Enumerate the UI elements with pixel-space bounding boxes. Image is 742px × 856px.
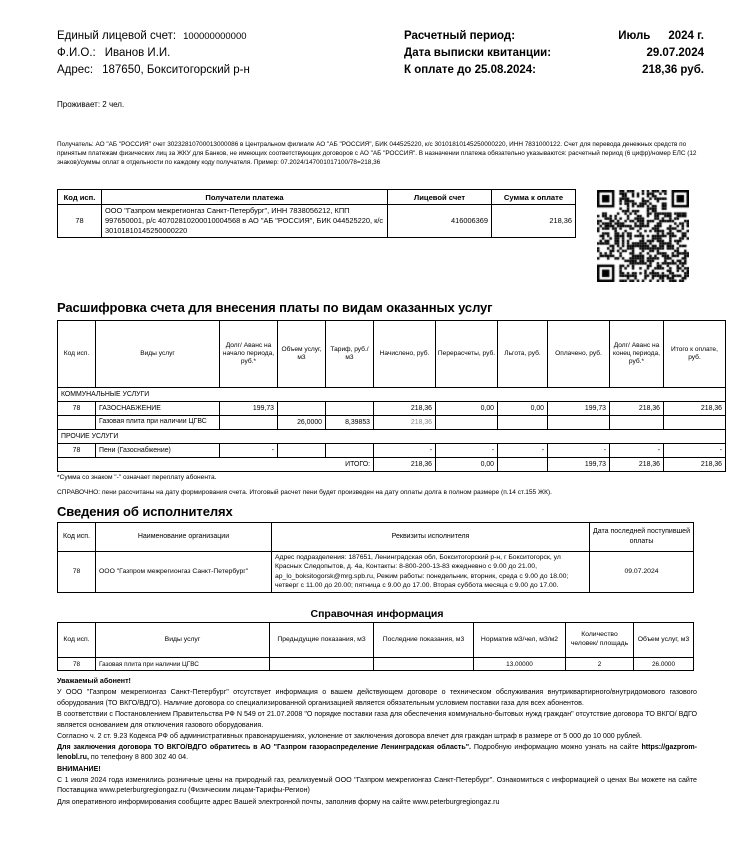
exec-details: Адрес подразделения: 187651, Ленинградская обл, Бокситогорский р-н, г Бокситогорск, ул Красных Следопытов, д. 4а, Контакты: 8-800-200-13-83 ежедневно с 9.00 до 21.00, ap_lo_boksitogorsk@mrg.spb.ru, Режим работы: понедельник, вторник, среда с 9.00 до 18.00; четверг с 11.00 до 20.00; пятница с 9.00 до 17.00. Вторая суббота месяца с 9.00 до 17.00.	[272, 552, 590, 593]
ref-col-service: Виды услуг	[96, 623, 270, 658]
svc-paid: 199,73	[548, 402, 610, 416]
recipients-col-account: Лицевой счет	[388, 190, 492, 205]
svc-col-tariff: Тариф, руб./м3	[326, 321, 374, 388]
ref-col-norm: Норматив м3/чел, м3/м2	[474, 623, 566, 658]
reference-table-wrapper	[57, 622, 693, 671]
notice-website-link[interactable]: https://gazprom-lenobl.ru,	[57, 742, 697, 762]
svc-volume: 26,0000	[278, 416, 326, 430]
services-table-wrapper	[57, 320, 722, 472]
svc-col-debt-end: Долг/ Аванс на конец периода, руб.*	[610, 321, 664, 388]
total-benefit	[498, 458, 548, 472]
ref-col-code: Код исп.	[58, 623, 96, 658]
header-left-block	[57, 30, 387, 81]
table-row	[58, 402, 726, 416]
services-table	[57, 320, 726, 472]
services-total-row	[58, 458, 726, 472]
table-row	[58, 552, 694, 593]
issue-date-row	[404, 47, 704, 64]
services-header-row	[58, 321, 726, 388]
account-row	[57, 30, 387, 47]
services-group-row	[58, 430, 726, 444]
svc-benefit: 0,00	[498, 402, 548, 416]
reference-table	[57, 622, 694, 671]
svc-volume	[278, 444, 326, 458]
svc-service: ГАЗОСНАБЖЕНИЕ	[96, 402, 220, 416]
notice-paragraph-4	[57, 742, 697, 763]
services-group-row	[58, 388, 726, 402]
executors-table	[57, 522, 694, 593]
account-value: 100000000000	[183, 31, 247, 42]
svc-debt-end: -	[610, 444, 664, 458]
ref-norm: 13.00000	[474, 658, 566, 671]
qr-code	[597, 190, 689, 282]
notice-attention-title: ВНИМАНИЕ!	[57, 764, 101, 773]
notice-title: Уважаемый абонент!	[57, 677, 131, 685]
svc-col-debt-start: Долг/ Аванс на начало периода, руб.*	[220, 321, 278, 388]
services-total-label: ИТОГО:	[58, 458, 374, 472]
reference-header-row	[58, 623, 694, 658]
svc-benefit: -	[498, 444, 548, 458]
period-year: 2024 г.	[668, 30, 704, 42]
address-label: Адрес:	[57, 64, 94, 76]
recipients-table	[57, 189, 576, 238]
ref-col-prev: Предыдущие показания, м3	[270, 623, 374, 658]
issue-date-label: Дата выписки квитанции:	[404, 47, 552, 59]
total-total: 218,36	[664, 458, 726, 472]
svc-code	[58, 416, 96, 430]
asterisk-note: *Сумма со знаком "-" означает переплату абонента.	[57, 474, 217, 481]
svc-volume	[278, 402, 326, 416]
qr-code-canvas	[597, 190, 689, 282]
recipient-account: 416006369	[388, 205, 492, 238]
exec-col-code: Код исп.	[58, 523, 96, 552]
services-group-label: ПРОЧИЕ УСЛУГИ	[58, 430, 726, 444]
address-value: 187650, Бокситогорский р-н	[102, 64, 250, 76]
svc-service: Газовая плита при наличии ЦГВС	[96, 416, 220, 430]
total-debt-end: 218,36	[610, 458, 664, 472]
notice-contract-call-to-action: Для заключения договора ТО ВКГО/ВДГО обратитесь в АО "Газпром газораспределение Ленинградская область".	[57, 742, 472, 751]
svc-code: 78	[58, 402, 96, 416]
total-charged: 218,36	[374, 458, 436, 472]
penalty-reference-note: СПРАВОЧНО: пени рассчитаны на дату формирования счета. Итоговый расчет пени будет произведен на дату оплаты долга в полном размере (п.14 ст.155 ЖК).	[57, 489, 553, 496]
ref-col-volume: Объем услуг, м3	[634, 623, 694, 658]
address-row	[57, 64, 387, 81]
receipt-header	[0, 30, 742, 86]
ref-prev	[270, 658, 374, 671]
ref-volume: 26.0000	[634, 658, 694, 671]
account-label: Единый лицевой счет:	[57, 30, 177, 42]
svc-col-total: Итого к оплате, руб.	[664, 321, 726, 388]
issue-date-value: 29.07.2024	[646, 47, 704, 59]
exec-org: ООО "Газпром межрегионгаз Санкт-Петербург"	[96, 552, 272, 593]
executors-table-wrapper	[57, 522, 693, 593]
total-paid: 199,73	[548, 458, 610, 472]
svc-tariff	[326, 402, 374, 416]
table-row	[58, 205, 576, 238]
period-row	[404, 30, 704, 47]
recipients-col-amount: Сумма к оплате	[492, 190, 576, 205]
bank-fine-print: Получатель: АО "АБ "РОССИЯ" счет 30232810700013000086 в Центральном филиале АО "АБ "РОССИЯ", БИК 044525220, к/с 30101810145250000220, ИНН 7831000122. Счет для перевода денежных средств по принятым платежам физических лиц за ЖКУ для Банков, не имеющих соответствующих договоров с АО "АБ "РОССИЯ". В назначении платежа обязательно указываются: расчетный период (6 цифр)/номер ЕЛС (12 знаков)/суммы оплат в отдельности по каждому коду получателя. Пример: 07.2024/147001017100/78=218,36	[57, 141, 697, 167]
table-row	[58, 416, 726, 430]
recipients-header-row	[58, 190, 576, 205]
recipients-table-wrapper	[57, 189, 575, 238]
svc-recalc	[436, 416, 498, 430]
svc-total: -	[664, 444, 726, 458]
svc-debt-end: 218,36	[610, 402, 664, 416]
notice-paragraph-5: С 1 июля 2024 года изменились розничные цены на природный газ, реализуемый ООО "Газпром межрегионгаз Санкт-Петербург". Ознакомиться с информацией о ценах Вы можете на сайте Поставщика www.peterburgregiongaz.ru (Физическим лицам-Тарифы-Регион)	[57, 775, 697, 795]
ref-col-last: Последние показания, м3	[374, 623, 474, 658]
bottom-notice	[57, 676, 697, 808]
svc-col-service: Виды услуг	[96, 321, 220, 388]
svc-code: 78	[58, 444, 96, 458]
recipients-col-code: Код исп.	[58, 190, 102, 205]
total-recalc: 0,00	[436, 458, 498, 472]
reference-section-title: Справочная информация	[310, 608, 444, 620]
svc-charged: 218,36	[374, 416, 436, 430]
svc-debt-start: -	[220, 444, 278, 458]
svc-col-charged: Начислено, руб.	[374, 321, 436, 388]
recipient-amount: 218,36	[492, 205, 576, 238]
notice-paragraph-3: Согласно ч. 2 ст. 9.23 Кодекса РФ об административных правонарушениях, уклонение от заключения договора влечет для граждан штраф в размере от 5 000 до 10 000 рублей.	[57, 731, 642, 740]
period-label: Расчетный период:	[404, 30, 516, 42]
svc-col-recalc: Перерасчеты, руб.	[436, 321, 498, 388]
recipient-code: 78	[58, 205, 102, 238]
notice-contract-rest: Подробную информацию можно узнать на сайте	[471, 742, 642, 751]
svc-total	[664, 416, 726, 430]
svc-recalc: 0,00	[436, 402, 498, 416]
recipients-col-name: Получатели платежа	[102, 190, 388, 205]
period-month: Июль	[618, 30, 651, 42]
svc-charged: -	[374, 444, 436, 458]
ref-people: 2	[566, 658, 634, 671]
exec-col-last-payment: Дата последней поступившей оплаты	[590, 523, 694, 552]
exec-code: 78	[58, 552, 96, 593]
svc-charged: 218,36	[374, 402, 436, 416]
due-label: К оплате до 25.08.2024:	[404, 64, 537, 76]
residents-count: Проживает: 2 чел.	[57, 100, 125, 109]
due-row	[404, 64, 704, 81]
exec-last-payment: 09.07.2024	[590, 552, 694, 593]
svc-benefit	[498, 416, 548, 430]
ref-col-people: Количество человек/ площадь	[566, 623, 634, 658]
notice-paragraph-2: В соответствии с Постановлением Правительства РФ N 549 от 21.07.2008 "О порядке поставки газа для обеспечения коммунально-бытовых нужд граждан" отсутствие договора ТО ВКГО/ ВДГО является основанием для отключения газового оборудования.	[57, 709, 697, 729]
svc-col-paid: Оплачено, руб.	[548, 321, 610, 388]
services-group-label: КОММУНАЛЬНЫЕ УСЛУГИ	[58, 388, 726, 402]
svc-total: 218,36	[664, 402, 726, 416]
ref-last	[374, 658, 474, 671]
svc-service: Пени (Газоснабжение)	[96, 444, 220, 458]
svc-tariff	[326, 444, 374, 458]
notice-phone-tail: по телефону 8 800 302 40 04.	[88, 753, 189, 762]
recipient-name: ООО "Газпром межрегионгаз Санкт-Петербург", ИНН 7838056212, КПП 997650001, р/с 40702810200010004568 в АО "АБ "РОССИЯ", БИК 044525220, к/с 30101810145250000220	[102, 205, 388, 238]
exec-col-org: Наименование организации	[96, 523, 272, 552]
notice-paragraph-1: У ООО "Газпром межрегионгаз Санкт-Петербург" отсутствует информация о вашем действующем договоре о техническом обслуживания внутриквартирного/внутридомового газового оборудования (ТО ВКГО/ВДГО). Наличие договора со специализированной организацией является обязательным условием поставки газа для всех абонентов.	[57, 688, 697, 707]
fio-value: Иванов И.И.	[104, 47, 171, 59]
svc-paid	[548, 416, 610, 430]
services-section-title: Расшифровка счета для внесения платы по видам оказанных услуг	[57, 300, 493, 315]
svc-col-volume: Объем услуг, м3	[278, 321, 326, 388]
table-row	[58, 658, 694, 671]
fio-label: Ф.И.О.:	[57, 47, 96, 59]
svc-col-code: Код исп.	[58, 321, 96, 388]
svc-debt-end	[610, 416, 664, 430]
svc-col-benefit: Льгота, руб.	[498, 321, 548, 388]
notice-paragraph-6: Для оперативного информирования сообщите адрес Вашей электронной почты, заполнив форму на сайте www.peterburgregiongaz.ru	[57, 797, 500, 806]
ref-service: Газовая плита при наличии ЦГВС	[96, 658, 270, 671]
svc-recalc: -	[436, 444, 498, 458]
table-row	[58, 444, 726, 458]
executors-header-row	[58, 523, 694, 552]
period-value	[572, 30, 704, 42]
svc-tariff: 8,39853	[326, 416, 374, 430]
svc-paid: -	[548, 444, 610, 458]
ref-code: 78	[58, 658, 96, 671]
svc-debt-start: 199,73	[220, 402, 278, 416]
due-value: 218,36 руб.	[642, 64, 704, 76]
executors-section-title: Сведения об исполнителях	[57, 504, 233, 519]
svc-debt-start	[220, 416, 278, 430]
fio-row	[57, 47, 387, 64]
exec-col-details: Реквизиты исполнителя	[272, 523, 590, 552]
header-right-block	[404, 30, 704, 81]
